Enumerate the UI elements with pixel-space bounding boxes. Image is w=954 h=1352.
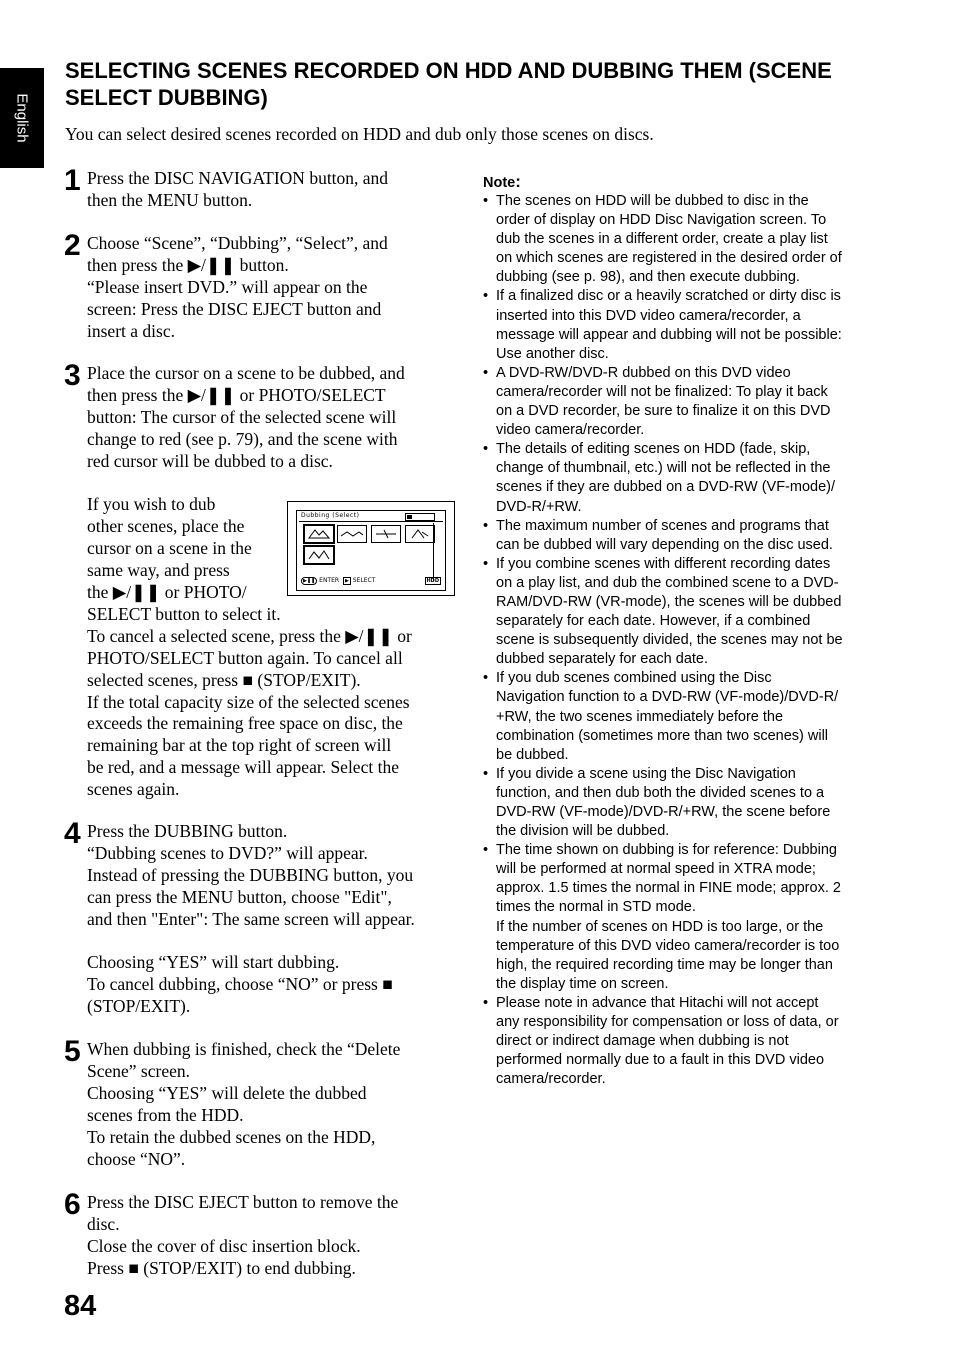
scene-thumbnail	[337, 525, 367, 543]
note-line: combination (sometimes more than two scenes) will	[496, 727, 829, 744]
note-line: If a finalized disc or a heavily scratched or dirty disc is	[496, 288, 841, 305]
note-line: If you divide a scene using the Disc Navigation	[496, 765, 796, 782]
step-line: Place the cursor on a scene to be dubbed, and	[87, 363, 405, 383]
hdd-icon: HDD	[426, 578, 439, 584]
screen-display	[296, 510, 446, 591]
step-line: can press the MENU button, choose "Edit",	[87, 886, 392, 907]
scene-thumbnail	[405, 525, 435, 543]
step-line: “Dubbing scenes to DVD?” will appear.	[87, 842, 368, 863]
note-line: performed normally due to a fault in this DVD video	[496, 1052, 825, 1069]
step-line: disc.	[87, 1213, 120, 1234]
note-line: If you combine scenes with different recording dates	[496, 555, 831, 572]
note-line: separately for each date. However, if a combined	[496, 613, 811, 630]
note-line: The maximum number of scenes and programs that	[496, 517, 829, 534]
note-heading: Note:	[483, 172, 521, 191]
dubbing-select-screen-illustration	[287, 501, 455, 596]
note-line: DVD-RW (VF-mode)/DVD-R/+RW, the scene before	[496, 804, 831, 820]
step-number: 6	[64, 1188, 81, 1221]
footer-enter-label: ENTER	[319, 577, 340, 584]
step-line: remaining bar at the top right of screen will	[87, 735, 392, 756]
step-line: the ▶/❚❚ or PHOTO/	[87, 582, 247, 603]
note-list	[483, 192, 883, 1089]
step-line: To cancel a selected scene, press the ▶/❚❚ or	[87, 625, 412, 646]
note-line: scene is subsequently divided, the scenes may not be	[496, 632, 843, 649]
step-line: button: The cursor of the selected scene will	[87, 406, 397, 427]
step-number: 1	[64, 164, 81, 197]
note-item	[483, 669, 883, 764]
note-section	[483, 172, 883, 1089]
note-line: any responsibility for compensation or loss of data, or	[496, 1014, 839, 1031]
step-line: then press the ▶/❚❚ button.	[87, 254, 289, 275]
note-line: If the number of scenes on HDD is too large, or the	[496, 918, 824, 935]
note-line: dubbing (see p. 98), and then execute dubbing.	[496, 269, 800, 286]
note-line: change of thumbnail, etc.) will not be reflected in the	[496, 460, 831, 477]
note-line: function, and then dub both the divided scenes to a	[496, 784, 825, 801]
step-number: 2	[64, 229, 81, 262]
scene-thumbnail	[303, 545, 335, 565]
bullet-icon: •	[483, 288, 489, 305]
note-item	[483, 287, 883, 363]
step-line: (STOP/EXIT).	[87, 996, 191, 1017]
note-line: dub the scenes in a different order, create a play list	[496, 231, 828, 248]
step-line: red cursor will be dubbed to a disc.	[87, 450, 333, 471]
scene-thumbnail	[371, 525, 401, 543]
note-line: The scenes on HDD will be dubbed to disc in the	[496, 193, 809, 209]
bullet-icon: •	[483, 765, 489, 782]
step-line: Press the DISC EJECT button to remove the	[87, 1192, 399, 1212]
step-line: Press the DUBBING button.	[87, 821, 288, 841]
step-line: scenes again.	[87, 779, 180, 800]
step-line: cursor on a scene in the	[87, 538, 252, 559]
note-line: the display time on screen.	[496, 975, 669, 992]
note-line: If you dub scenes combined using the Disc	[496, 670, 772, 687]
note-line: be dubbed.	[496, 746, 569, 763]
note-item	[483, 364, 883, 440]
step-line: Choosing “YES” will delete the dubbed	[87, 1082, 367, 1103]
note-line: dubbed separately for each date.	[496, 651, 709, 668]
step-line: choose “NO”.	[87, 1148, 186, 1169]
note-line: The details of editing scenes on HDD (fade, skip,	[496, 441, 811, 458]
bullet-icon: •	[483, 555, 489, 572]
step-text	[87, 1039, 459, 1170]
bullet-icon: •	[483, 842, 489, 859]
step-line: insert a disc.	[87, 320, 175, 341]
play-pause-icon: ▶❚❚	[303, 578, 316, 584]
step-line: other scenes, place the	[87, 516, 245, 537]
note-item	[483, 555, 883, 670]
bullet-icon: •	[483, 441, 489, 458]
step-number: 3	[64, 359, 81, 392]
note-item	[483, 192, 883, 287]
note-line: The time shown on dubbing is for reference: Dubbing	[496, 842, 837, 859]
scene-thumbnail	[303, 524, 335, 544]
bullet-icon: •	[483, 670, 489, 687]
note-line: approx. 1.5 times the normal in FINE mode; approx. 2	[496, 880, 841, 897]
step-line: SELECT button to select it.	[87, 603, 281, 624]
step-number: 5	[64, 1035, 81, 1068]
step-line: screen: Press the DISC EJECT button and	[87, 298, 382, 319]
note-line: Use another disc.	[496, 345, 609, 362]
step-text	[87, 168, 459, 212]
step-line: then the MENU button.	[87, 189, 253, 210]
step-line: PHOTO/SELECT button again. To cancel all	[87, 647, 403, 668]
bullet-icon: •	[483, 994, 489, 1011]
note-line: scenes if they are dubbed on a DVD-RW (VF-mode)/	[496, 479, 836, 496]
page-number: 84	[64, 1290, 97, 1322]
bullet-icon: •	[483, 193, 489, 209]
step-text	[87, 1192, 459, 1280]
note-line: order of display on HDD Disc Navigation screen. To	[496, 212, 827, 229]
note-line: temperature of this DVD video camera/recorder is too	[496, 937, 840, 954]
note-item	[483, 440, 883, 516]
play-icon: ▶	[344, 578, 349, 584]
note-item	[483, 765, 883, 841]
note-item	[483, 841, 883, 994]
step-line: Scene” screen.	[87, 1060, 190, 1081]
bullet-icon: •	[483, 364, 489, 381]
step-line: Choose “Scene”, “Dubbing”, “Select”, and	[87, 233, 388, 253]
step-line: Close the cover of disc insertion block.	[87, 1235, 361, 1256]
note-line: on a DVD recorder, be sure to finalize it on this DVD	[496, 403, 831, 420]
note-line: RAM/DVD-RW (VR-mode), the scenes will be dubbed	[496, 593, 842, 610]
step-line: scenes from the HDD.	[87, 1104, 244, 1125]
step-line: exceeds the remaining free space on disc, the	[87, 713, 403, 734]
step-line: To cancel dubbing, choose “NO” or press ■	[87, 974, 393, 995]
step-line: Choosing “YES” will start dubbing.	[87, 952, 340, 973]
note-line: on which scenes are registered in the desired order of	[496, 250, 842, 267]
step-line: If you wish to dub	[87, 494, 216, 515]
step-line: change to red (see p. 79), and the scene with	[87, 428, 398, 449]
note-line: the division will be dubbed.	[496, 823, 670, 840]
note-line: high, the required recording time may be longer than	[496, 956, 833, 973]
note-item	[483, 994, 883, 1089]
note-line: Please note in advance that Hitachi will not accept	[496, 994, 819, 1011]
step-text	[87, 821, 459, 1018]
remaining-capacity-bar	[405, 513, 435, 521]
note-line: video camera/recorder.	[496, 422, 645, 439]
bullet-icon: •	[483, 517, 489, 534]
title-line: SELECTING SCENES RECORDED ON HDD AND DUBBING THEM (SCENE	[65, 58, 832, 83]
step-number: 4	[64, 817, 81, 850]
page-title	[65, 57, 905, 111]
note-line: camera/recorder.	[496, 1071, 606, 1088]
step-line: To retain the dubbed scenes on the HDD,	[87, 1126, 376, 1147]
step-text	[87, 233, 459, 343]
step-line: same way, and press	[87, 560, 230, 581]
note-line: message will appear and dubbing will not be possible:	[496, 326, 842, 343]
note-line: A DVD-RW/DVD-R dubbed on this DVD video	[496, 364, 791, 381]
language-tab-label: English	[13, 93, 31, 143]
note-line: inserted into this DVD video camera/recorder, a	[496, 307, 801, 324]
note-line: +RW, the two scenes immediately before the	[496, 708, 784, 725]
note-line: Navigation function to a DVD-RW (VF-mode)/DVD-R/	[496, 689, 839, 706]
language-side-tab	[0, 68, 44, 168]
note-line: will be performed at normal speed in XTRA mode;	[496, 861, 816, 878]
step-line: selected scenes, press ■ (STOP/EXIT).	[87, 669, 361, 690]
note-item	[483, 517, 883, 555]
note-line: times the normal in STD mode.	[496, 899, 696, 916]
step-line: If the total capacity size of the selected scenes	[87, 691, 410, 712]
step-line: When dubbing is finished, check the “Delete	[87, 1039, 401, 1059]
note-line: on a play list, and dub the combined scene to a DVD-	[496, 574, 839, 591]
step-line: then press the ▶/❚❚ or PHOTO/SELECT	[87, 384, 386, 405]
note-line: DVD-R/+RW.	[496, 498, 582, 515]
footer-select-label: SELECT	[352, 577, 376, 584]
step-line: and then "Enter": The same screen will appear.	[87, 908, 415, 929]
intro-text: You can select desired scenes recorded on HDD and dub only those scenes on discs.	[65, 124, 654, 144]
step-line: be red, and a message will appear. Select the	[87, 757, 399, 778]
step-line: Press ■ (STOP/EXIT) to end dubbing.	[87, 1257, 356, 1278]
step-line: Press the DISC NAVIGATION button, and	[87, 168, 389, 188]
step-line: Instead of pressing the DUBBING button, you	[87, 864, 414, 885]
step-line: “Please insert DVD.” will appear on the	[87, 276, 368, 297]
note-line: can be dubbed will vary depending on the disc used.	[496, 536, 833, 553]
note-line: direct or indirect damage when dubbing is not	[496, 1033, 789, 1050]
note-line: camera/recorder will not be finalized: To play it back	[496, 383, 828, 400]
title-line: SELECT DUBBING)	[65, 85, 268, 110]
screen-footer	[301, 577, 441, 586]
screen-title: Dubbing (Select)	[301, 512, 360, 519]
